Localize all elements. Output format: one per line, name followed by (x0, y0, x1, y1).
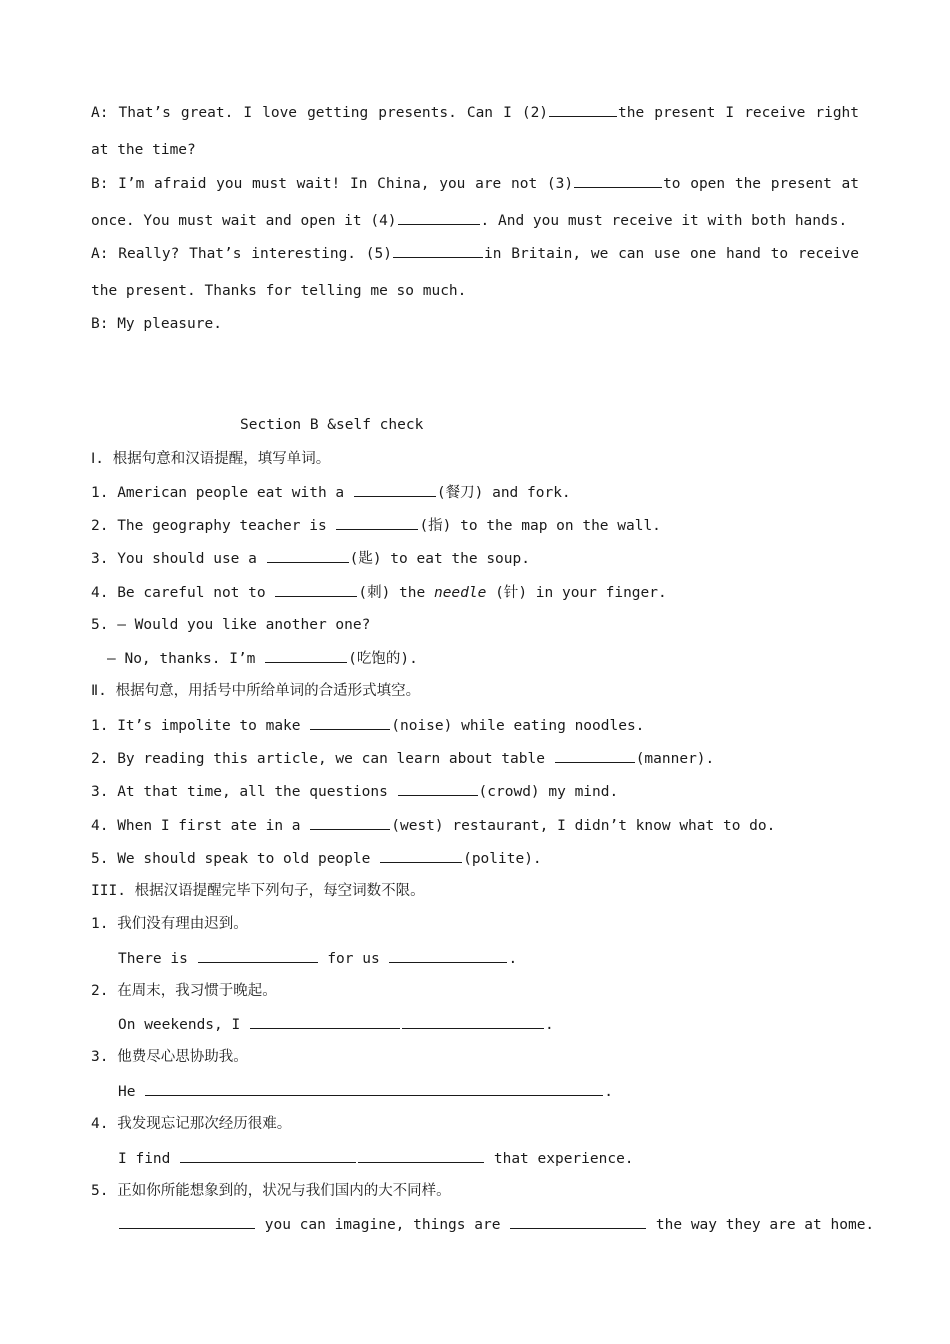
part3-question-2: 2. 在周末，我习惯于晚起。 (91, 983, 277, 999)
question-text: (noise) while eating noodles. (391, 718, 645, 734)
question-text: (餐刀) and fork. (436, 485, 571, 501)
dialogue-line-3 (91, 173, 859, 194)
answer-blank-3[interactable] (574, 173, 662, 188)
answer-blank[interactable] (510, 1214, 646, 1229)
dialogue-text: once. You must wait and open it (4) (91, 213, 397, 229)
part1-question-2 (91, 515, 661, 536)
question-text: . (604, 1084, 613, 1100)
question-text: (指) to the map on the wall. (419, 518, 661, 534)
question-text: (polite). (463, 851, 542, 867)
question-text: . (544, 1017, 554, 1033)
part2-question-5 (91, 848, 542, 869)
answer-blank[interactable] (354, 482, 436, 497)
question-text: (manner). (635, 751, 715, 767)
part2-heading: Ⅱ. 根据句意，用括号中所给单词的合适形式填空。 (91, 683, 421, 699)
answer-blank[interactable] (402, 1014, 544, 1029)
dialogue-line-1 (91, 102, 859, 123)
part1-question-5-reply (107, 648, 418, 669)
answer-blank[interactable] (380, 848, 462, 863)
answer-blank[interactable] (267, 548, 349, 563)
part3-heading: III. 根据汉语提醒完毕下列句子，每空词数不限。 (91, 883, 425, 899)
dialogue-text: the present I receive right (618, 105, 860, 121)
italic-word: needle (433, 585, 487, 601)
part3-answer-line-5 (118, 1214, 874, 1235)
question-text: — No, thanks. I’m (107, 651, 256, 667)
part2-question-2 (91, 748, 714, 769)
dialogue-line-4 (91, 210, 847, 231)
dialogue-text: in Britain, we can use one hand to receive (484, 246, 860, 262)
question-text: (刺) the (358, 585, 426, 601)
question-text: (匙) to eat the soup. (349, 551, 530, 567)
question-text: 4. When I first ate in a (91, 818, 301, 834)
part3-question-1: 1. 我们没有理由迟到。 (91, 916, 248, 932)
dialogue-text: A: Really? That’s interesting. (5) (91, 246, 392, 262)
answer-blank[interactable] (398, 781, 478, 796)
question-text: 3. You should use a (91, 551, 257, 567)
question-text: 2. By reading this article, we can learn about table (91, 751, 545, 767)
part3-answer-line-4 (118, 1148, 634, 1169)
question-text: There is (118, 951, 188, 967)
answer-blank[interactable] (250, 1014, 400, 1029)
answer-blank-5[interactable] (393, 243, 483, 258)
answer-blank[interactable] (275, 582, 357, 597)
question-text: On weekends, I (118, 1017, 241, 1033)
answer-blank[interactable] (336, 515, 418, 530)
answer-blank[interactable] (265, 648, 347, 663)
part1-question-4 (91, 582, 667, 603)
answer-blank[interactable] (310, 715, 390, 730)
dialogue-text: . And you must receive it with both hands. (480, 213, 848, 229)
answer-blank[interactable] (119, 1214, 255, 1229)
part3-question-3: 3. 他费尽心思协助我。 (91, 1049, 248, 1065)
question-text: 4. Be careful not to (91, 585, 266, 601)
answer-blank[interactable] (310, 815, 390, 830)
question-text: . (508, 951, 518, 967)
dialogue-line-6: the present. Thanks for telling me so much. (91, 283, 467, 299)
answer-blank[interactable] (180, 1148, 356, 1163)
part3-answer-line-2 (118, 1014, 554, 1035)
part2-question-3 (91, 781, 618, 802)
dialogue-line-2: at the time? (91, 142, 196, 158)
answer-blank[interactable] (389, 948, 507, 963)
answer-blank[interactable] (145, 1081, 603, 1096)
question-text: (针) in your finger. (495, 585, 667, 601)
part3-answer-line-1 (118, 948, 517, 969)
part2-question-4 (91, 815, 775, 836)
answer-blank-4[interactable] (398, 210, 480, 225)
dialogue-line-7: B: My pleasure. (91, 316, 222, 332)
dialogue-text: B: I’m afraid you must wait! In China, you are not (3) (91, 176, 574, 192)
question-text: 1. It’s impolite to make (91, 718, 301, 734)
question-text: I find (118, 1151, 171, 1167)
dialogue-text: to open the present at (663, 176, 859, 192)
part1-question-5: 5. — Would you like another one? (91, 617, 371, 633)
question-text: you can imagine, things are (264, 1217, 501, 1233)
question-text: (吃饱的). (348, 651, 418, 667)
question-text: 2. The geography teacher is (91, 518, 327, 534)
question-text: that experience. (493, 1151, 634, 1167)
answer-blank-2[interactable] (549, 102, 617, 117)
part1-heading: Ⅰ. 根据句意和汉语提醒，填写单词。 (91, 451, 331, 467)
answer-blank[interactable] (358, 1148, 484, 1163)
question-text: 3. At that time, all the questions (91, 784, 388, 800)
part2-question-1 (91, 715, 644, 736)
question-text: the way they are at home. (655, 1217, 875, 1233)
question-text: 5. We should speak to old people (91, 851, 371, 867)
question-text: (west) restaurant, I didn’t know what to do. (391, 818, 776, 834)
section-title: Section B &self check (240, 417, 424, 433)
question-text: for us (327, 951, 380, 967)
question-text: He (118, 1084, 136, 1100)
answer-blank[interactable] (555, 748, 635, 763)
dialogue-text: A: That’s great. I love getting presents. Can I (2) (91, 105, 549, 121)
part1-question-1 (91, 482, 571, 503)
part1-question-3 (91, 548, 530, 569)
answer-blank[interactable] (198, 948, 318, 963)
question-text: (crowd) my mind. (478, 784, 619, 800)
part3-question-4: 4. 我发现忘记那次经历很难。 (91, 1116, 292, 1132)
part3-answer-line-3 (118, 1081, 613, 1102)
question-text: 1. American people eat with a (91, 485, 345, 501)
part3-question-5: 5. 正如你所能想象到的，状况与我们国内的大不同样。 (91, 1183, 451, 1199)
dialogue-line-5 (91, 243, 859, 264)
